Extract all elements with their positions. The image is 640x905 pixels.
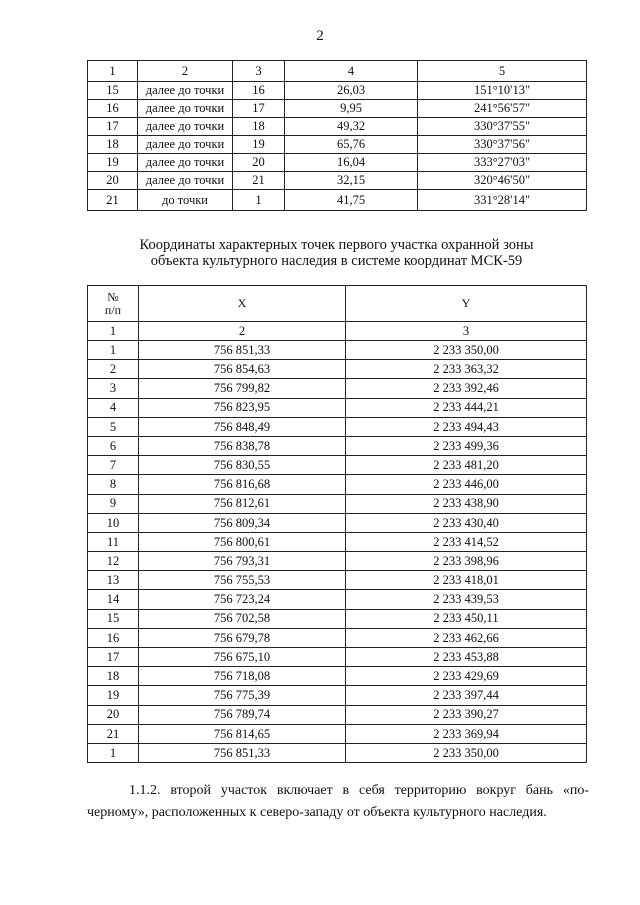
table-cell: 2 233 439,53 — [346, 590, 587, 609]
header-cell-y: Y — [346, 286, 587, 322]
page-number: 2 — [316, 28, 324, 44]
bearing-table-header-row — [88, 61, 587, 82]
table-cell: 8 — [88, 475, 139, 494]
numbering-cell: 2 — [139, 322, 346, 341]
table-cell: 756 718,08 — [139, 667, 346, 686]
coordinates-table-row — [88, 341, 587, 360]
table-cell: 2 233 369,94 — [346, 724, 587, 743]
header-number-sign: № — [107, 289, 119, 304]
coordinates-table-row — [88, 609, 587, 628]
coordinates-table-row — [88, 724, 587, 743]
table-cell: 14 — [88, 590, 139, 609]
table-cell: 65,76 — [285, 136, 418, 154]
table-cell: 756 814,65 — [139, 724, 346, 743]
table-cell: 2 233 390,27 — [346, 705, 587, 724]
paragraph-text — [87, 780, 589, 824]
coordinates-table-row — [88, 475, 587, 494]
numbering-cell: 1 — [88, 322, 139, 341]
table-cell: 16,04 — [285, 154, 418, 172]
table-cell: 11 — [88, 532, 139, 551]
table-cell: 756 775,39 — [139, 686, 346, 705]
table-cell: 26,03 — [285, 82, 418, 100]
table-cell: 16 — [88, 100, 138, 118]
bearing-table — [87, 60, 587, 211]
header-number-abbr: п/п — [104, 302, 122, 317]
table-cell: 2 233 499,36 — [346, 436, 587, 455]
coordinates-table-row — [88, 436, 587, 455]
table-cell: 32,15 — [285, 172, 418, 190]
coordinates-table-row — [88, 360, 587, 379]
table-cell: 2 233 414,52 — [346, 532, 587, 551]
coordinates-table-row — [88, 513, 587, 532]
coordinates-table-row — [88, 398, 587, 417]
table-cell: 756 793,31 — [139, 552, 346, 571]
coordinates-table-row — [88, 571, 587, 590]
table-cell: 7 — [88, 456, 139, 475]
paragraph-body: 1.1.2. второй участок включает в себя территорию вокруг бань «по-черному», расположенных к северо-западу от объекта культурного наследия. — [87, 783, 589, 820]
table-cell: 20 — [88, 172, 138, 190]
header-cell: 4 — [285, 61, 418, 82]
table-cell: 330°37'56" — [418, 136, 587, 154]
header-cell: 2 — [138, 61, 233, 82]
table-cell: 756 723,24 — [139, 590, 346, 609]
table-cell: 1 — [88, 341, 139, 360]
table-cell: далее до точки — [138, 154, 233, 172]
table-cell: 756 830,55 — [139, 456, 346, 475]
table-cell: 2 233 418,01 — [346, 571, 587, 590]
table-cell: 12 — [88, 552, 139, 571]
table-cell: 19 — [233, 136, 285, 154]
table-cell: 151°10'13" — [418, 82, 587, 100]
table-cell: далее до точки — [138, 118, 233, 136]
coordinates-table — [87, 285, 587, 763]
table-cell: 2 233 444,21 — [346, 398, 587, 417]
coordinates-table-row — [88, 686, 587, 705]
table-cell: 756 823,95 — [139, 398, 346, 417]
table-cell: 2 233 462,66 — [346, 628, 587, 647]
table-cell: 19 — [88, 686, 139, 705]
table-cell: 756 809,34 — [139, 513, 346, 532]
table-cell: 756 702,58 — [139, 609, 346, 628]
table-cell: 756 838,78 — [139, 436, 346, 455]
table-cell: 756 800,61 — [139, 532, 346, 551]
table-cell: 2 233 450,11 — [346, 609, 587, 628]
table-cell: 2 233 453,88 — [346, 648, 587, 667]
table-cell: 13 — [88, 571, 139, 590]
bearing-table-row — [88, 118, 587, 136]
table-cell: 331°28'14" — [418, 190, 587, 211]
table-cell: 21 — [88, 724, 139, 743]
table-cell: далее до точки — [138, 172, 233, 190]
table-cell: 17 — [233, 100, 285, 118]
table-cell: 18 — [88, 667, 139, 686]
table-cell: 756 851,33 — [139, 341, 346, 360]
table-cell: 4 — [88, 398, 139, 417]
section-title — [87, 237, 586, 269]
table-cell: далее до точки — [138, 100, 233, 118]
bearing-table-row — [88, 154, 587, 172]
table-cell: 2 233 430,40 — [346, 513, 587, 532]
header-cell-x: X — [139, 286, 346, 322]
coordinates-table-row — [88, 743, 587, 762]
table-cell: 5 — [88, 417, 139, 436]
table-cell: 756 789,74 — [139, 705, 346, 724]
coordinates-table-row — [88, 648, 587, 667]
coordinates-table-row — [88, 628, 587, 647]
table-cell: 241°56'57" — [418, 100, 587, 118]
table-cell: 333°27'03" — [418, 154, 587, 172]
table-cell: 20 — [88, 705, 139, 724]
coordinates-table-row — [88, 456, 587, 475]
table-cell: 17 — [88, 648, 139, 667]
table-cell: 756 848,49 — [139, 417, 346, 436]
bearing-table-row — [88, 136, 587, 154]
section-title-line: объекта культурного наследия в системе координат МСК-59 — [150, 253, 523, 269]
header-cell-number — [88, 286, 139, 322]
table-cell: 17 — [88, 118, 138, 136]
table-cell: 41,75 — [285, 190, 418, 211]
table-cell: 15 — [88, 609, 139, 628]
table-cell: 756 812,61 — [139, 494, 346, 513]
coordinates-table-row — [88, 667, 587, 686]
table-cell: 16 — [233, 82, 285, 100]
table-cell: 20 — [233, 154, 285, 172]
table-cell: 756 816,68 — [139, 475, 346, 494]
table-cell: 3 — [88, 379, 139, 398]
table-cell: 756 755,53 — [139, 571, 346, 590]
table-cell: 18 — [88, 136, 138, 154]
table-cell: 2 233 350,00 — [346, 743, 587, 762]
table-cell: до точки — [138, 190, 233, 211]
coordinates-table-row — [88, 590, 587, 609]
section-title-line: Координаты характерных точек первого участка охранной зоны — [139, 237, 534, 253]
table-cell: 2 233 481,20 — [346, 456, 587, 475]
table-cell: 756 799,82 — [139, 379, 346, 398]
table-cell: 21 — [233, 172, 285, 190]
coordinates-table-row — [88, 417, 587, 436]
table-cell: 756 675,10 — [139, 648, 346, 667]
table-cell: 21 — [88, 190, 138, 211]
coordinates-table-numbering-row — [88, 322, 587, 341]
table-cell: 18 — [233, 118, 285, 136]
header-cell: 1 — [88, 61, 138, 82]
table-cell: 2 233 392,46 — [346, 379, 587, 398]
table-cell: 16 — [88, 628, 139, 647]
table-cell: 2 — [88, 360, 139, 379]
table-cell: 2 233 350,00 — [346, 341, 587, 360]
table-cell: 2 233 438,90 — [346, 494, 587, 513]
table-cell: 2 233 429,69 — [346, 667, 587, 686]
table-cell: 1 — [88, 743, 139, 762]
table-cell: далее до точки — [138, 82, 233, 100]
table-cell: 756 679,78 — [139, 628, 346, 647]
table-cell: 2 233 397,44 — [346, 686, 587, 705]
coordinates-table-row — [88, 379, 587, 398]
bearing-table-row — [88, 190, 587, 211]
table-cell: 2 233 494,43 — [346, 417, 587, 436]
table-cell: 2 233 446,00 — [346, 475, 587, 494]
table-cell: 19 — [88, 154, 138, 172]
coordinates-table-row — [88, 494, 587, 513]
table-cell: 320°46'50" — [418, 172, 587, 190]
bearing-table-row — [88, 172, 587, 190]
table-cell: 756 854,63 — [139, 360, 346, 379]
numbering-cell: 3 — [346, 322, 587, 341]
table-cell: 49,32 — [285, 118, 418, 136]
table-cell: 2 233 363,32 — [346, 360, 587, 379]
bearing-table-row — [88, 82, 587, 100]
table-cell: 6 — [88, 436, 139, 455]
table-cell: 9 — [88, 494, 139, 513]
table-cell: 2 233 398,96 — [346, 552, 587, 571]
table-cell: 10 — [88, 513, 139, 532]
table-cell: далее до точки — [138, 136, 233, 154]
table-cell: 15 — [88, 82, 138, 100]
header-cell: 3 — [233, 61, 285, 82]
table-cell: 330°37'55" — [418, 118, 587, 136]
coordinates-table-header-row — [88, 286, 587, 322]
table-cell: 1 — [233, 190, 285, 211]
table-cell: 756 851,33 — [139, 743, 346, 762]
bearing-table-row — [88, 100, 587, 118]
coordinates-table-row — [88, 532, 587, 551]
header-cell: 5 — [418, 61, 587, 82]
coordinates-table-row — [88, 705, 587, 724]
table-cell: 9,95 — [285, 100, 418, 118]
coordinates-table-row — [88, 552, 587, 571]
